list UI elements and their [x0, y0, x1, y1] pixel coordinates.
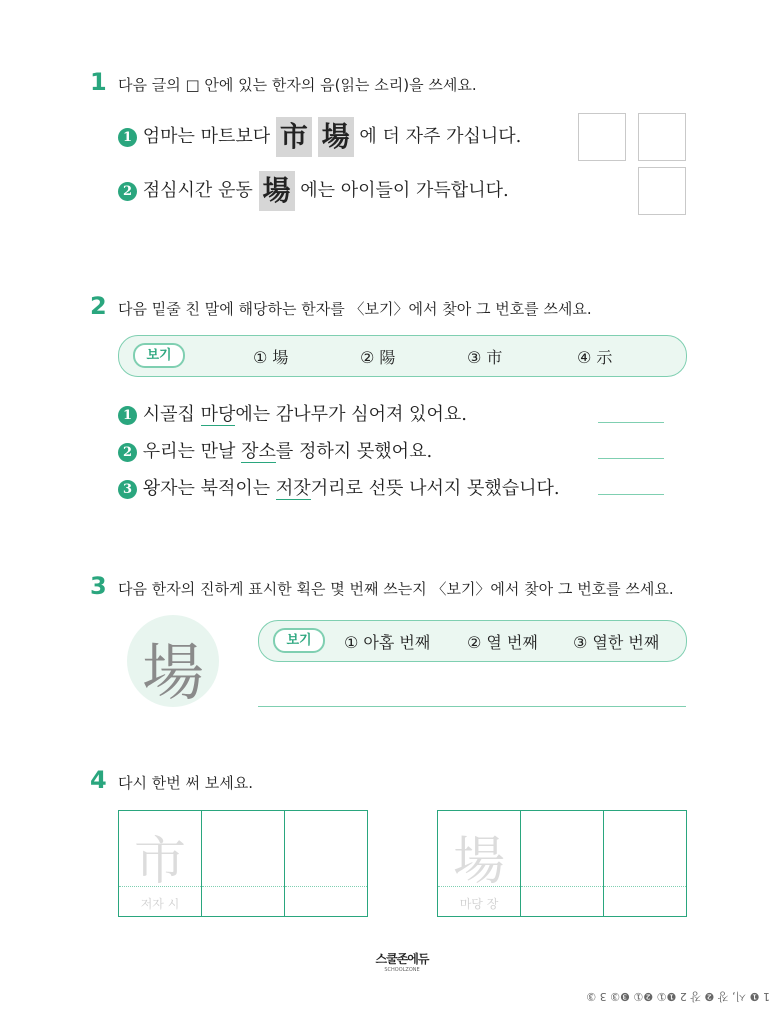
- hanja-box-jang: 場: [318, 117, 354, 157]
- q1-item-1-before: 엄마는 마트보다: [142, 126, 276, 147]
- logo-text: 스쿨존에듀: [375, 952, 429, 966]
- answer-box-1a[interactable]: [578, 113, 626, 161]
- hanja-circle: [127, 615, 219, 707]
- q2-item-2-pre: 우리는 만날: [142, 441, 242, 462]
- item-number-badge: 1: [118, 128, 137, 147]
- upside-down-answer-key: 1 ❶ 시, 장 ❷ 장 2 ❶① ❷① ❸③ 3 ③: [586, 990, 770, 1003]
- q2-item-1: [118, 400, 467, 426]
- bogi-option-1: ① 아홉 번째: [344, 633, 431, 652]
- item-number-badge: 1: [118, 406, 137, 425]
- answer-line-2-2[interactable]: [598, 458, 664, 459]
- answer-box-2[interactable]: [638, 167, 686, 215]
- dotted-guide: [521, 886, 603, 887]
- q2-item-2-post: 를 정하지 못했어요.: [275, 441, 433, 462]
- bogi-option-3: ③ 市: [467, 348, 503, 367]
- answer-box-1b[interactable]: [638, 113, 686, 161]
- dotted-guide: [604, 886, 686, 887]
- ghost-caption: 마당 장: [459, 897, 499, 911]
- q1-item-1: [118, 117, 521, 157]
- q1-item-2-before: 점심시간 운동: [142, 180, 259, 201]
- underlined-word: 마당: [200, 404, 236, 425]
- writing-grid-jang: [437, 810, 687, 917]
- answer-line-2-3[interactable]: [598, 494, 664, 495]
- publisher-logo: [372, 950, 432, 973]
- answer-line-3[interactable]: [258, 706, 686, 707]
- dotted-guide: [285, 886, 367, 887]
- bogi-option-3: ③ 열한 번째: [573, 633, 660, 652]
- bogi-option-1: ① 場: [253, 348, 289, 367]
- bogi-box-q3: [258, 620, 687, 662]
- underlined-word: 장소: [241, 441, 276, 462]
- q2-item-3: [118, 474, 560, 500]
- writing-cell-sample: [438, 811, 521, 916]
- q2-item-3-pre: 왕자는 북적이는: [142, 478, 276, 499]
- bogi-option-4: ④ 示: [577, 348, 613, 367]
- bogi-option-2: ② 陽: [360, 348, 396, 367]
- writing-cell[interactable]: [285, 811, 367, 916]
- hanja-stroke-char: 場: [141, 636, 204, 709]
- q1-item-2: [118, 171, 509, 211]
- question-4-instruction: 다시 한번 써 보세요.: [118, 774, 253, 792]
- dotted-guide: [438, 886, 520, 887]
- question-3-instruction: 다음 한자의 진하게 표시한 획은 몇 번째 쓰는지 〈보기〉에서 찾아 그 번호를 쓰세요.: [118, 580, 674, 598]
- dotted-guide: [119, 886, 201, 887]
- bogi-label: 보기: [133, 343, 185, 368]
- hanja-box-si: 市: [276, 117, 312, 157]
- answer-line-2-1[interactable]: [598, 422, 664, 423]
- writing-cell-sample: [119, 811, 202, 916]
- writing-cell[interactable]: [521, 811, 604, 916]
- item-number-badge: 2: [118, 182, 137, 201]
- question-1-instruction: 다음 글의 □ 안에 있는 한자의 음(읽는 소리)을 쓰세요.: [118, 76, 477, 94]
- question-number-1: 1: [90, 68, 107, 96]
- ghost-hanja: 場: [452, 832, 505, 892]
- writing-cell[interactable]: [604, 811, 686, 916]
- question-number-4: 4: [90, 766, 107, 794]
- bogi-option-2: ② 열 번째: [467, 633, 538, 652]
- question-2-instruction: 다음 밑줄 친 말에 해당하는 한자를 〈보기〉에서 찾아 그 번호를 쓰세요.: [118, 300, 592, 318]
- hanja-box-jang: 場: [259, 171, 295, 211]
- dotted-guide: [202, 886, 284, 887]
- bogi-box-q2: [118, 335, 687, 377]
- question-number-2: 2: [90, 292, 107, 320]
- bogi-label: 보기: [273, 628, 325, 653]
- underlined-word: 저잣: [275, 478, 311, 499]
- item-number-badge: 2: [118, 443, 137, 462]
- item-number-badge: 3: [118, 480, 137, 499]
- writing-grid-si: [118, 810, 368, 917]
- question-number-3: 3: [90, 572, 107, 600]
- ghost-hanja: 市: [133, 832, 186, 892]
- logo-subtext: SCHOOLZONE: [384, 967, 420, 973]
- q2-item-1-post: 에는 감나무가 심어져 있어요.: [235, 404, 467, 425]
- ghost-caption: 저자 시: [140, 897, 180, 911]
- q2-item-2: [118, 437, 432, 463]
- writing-cell[interactable]: [202, 811, 285, 916]
- q1-item-2-after: 에는 아이들이 가득합니다.: [300, 180, 509, 201]
- q1-item-1-after: 에 더 자주 가십니다.: [359, 126, 522, 147]
- q2-item-3-post: 거리로 선뜻 나서지 못했습니다.: [310, 478, 560, 499]
- q2-item-1-pre: 시골집: [142, 404, 201, 425]
